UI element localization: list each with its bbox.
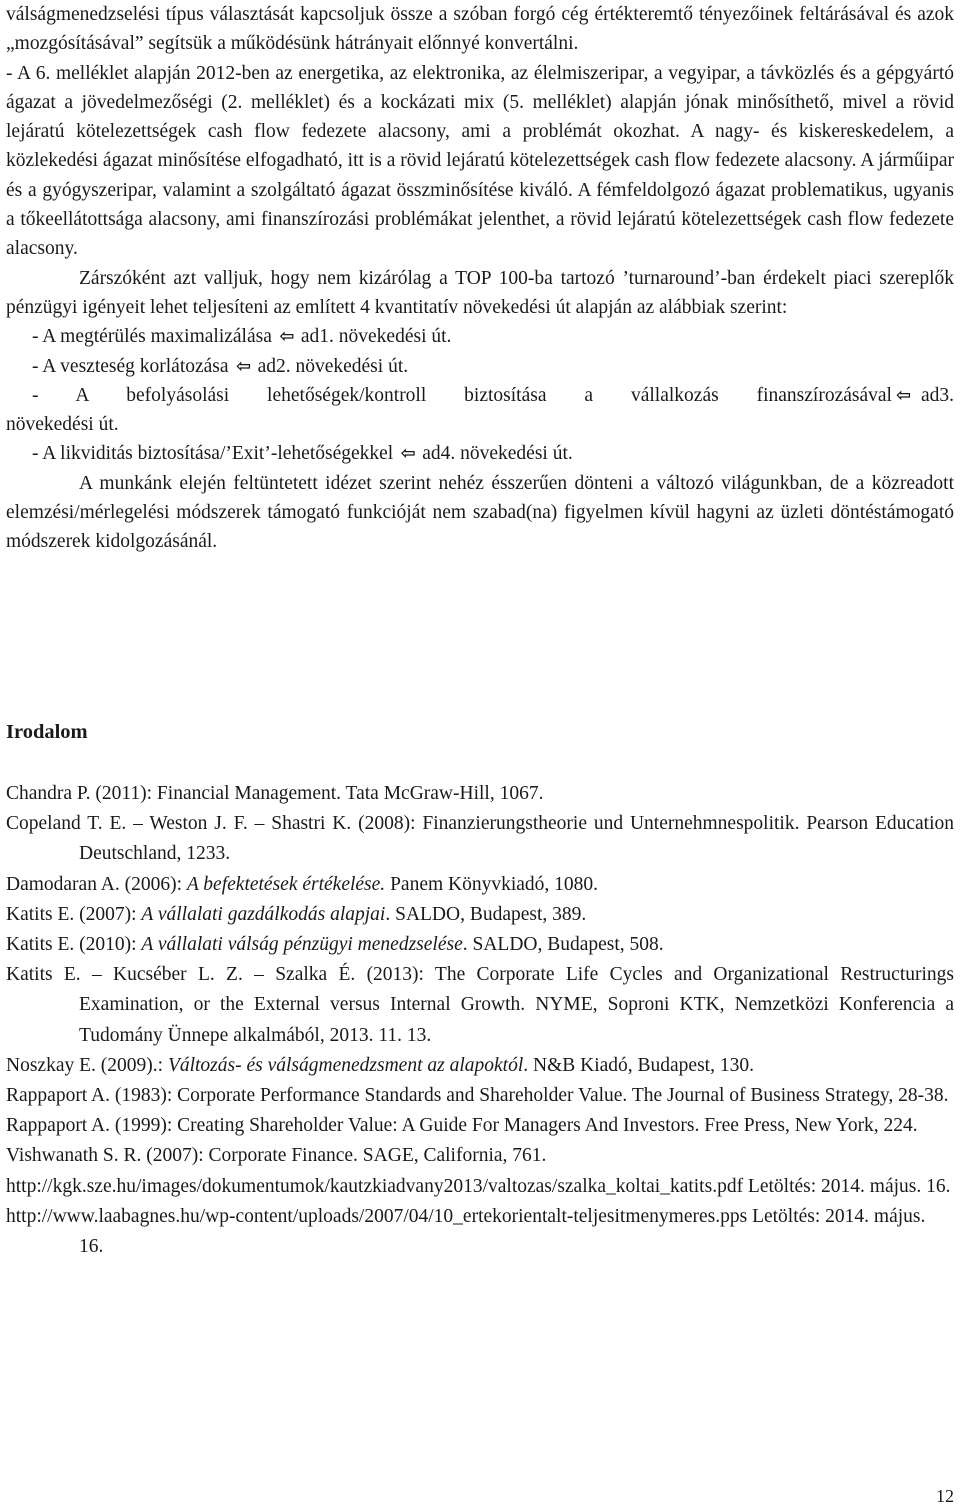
list-item-text: - A befolyásolási lehetőségek/kontroll biztosítása a vállalkozás finanszírozásával <box>32 384 892 406</box>
paragraph-conclusion: Zárszóként azt valljuk, hogy nem kizárólag a TOP 100-ba tartozó ’turnaround’-ban érdekelt piaci szereplők pénzügyi igényeit lehet teljesíteni az említett 4 kvantitatív növekedési út alapján az alábbiak szerint: <box>6 267 954 318</box>
left-arrow-icon: ⇦ <box>236 355 252 377</box>
references-heading: Irodalom <box>6 721 88 743</box>
reference-item <box>6 1141 954 1171</box>
list-item-target: ad1. növekedési út. <box>300 326 452 348</box>
reference-item <box>6 960 954 1051</box>
reference-item <box>6 900 954 930</box>
page-number: 12 <box>936 1486 954 1506</box>
reference-text: Katits E. (2010): <box>6 934 142 956</box>
reference-text: Vishwanath S. R. (2007): Corporate Finance. SAGE, California, 761. <box>6 1145 547 1167</box>
reference-text: Chandra P. (2011): Financial Management. Tata McGraw-Hill, 1067. <box>6 783 544 804</box>
reference-title: A vállalati válság pénzügyi menedzselése <box>141 934 463 956</box>
reference-item <box>6 779 954 809</box>
left-arrow-icon: ⇦ <box>400 443 416 465</box>
document-page <box>6 0 954 1258</box>
reference-item <box>6 1111 954 1141</box>
left-arrow-icon: ⇦ <box>895 384 912 406</box>
reference-text: Rappaport A. (1999): Creating Shareholder Value: A Guide For Managers And Investors. Free Press, New York, 224. <box>6 1115 918 1137</box>
list-item-text: - A megtérülés maximalizálása <box>32 326 272 348</box>
list-item-text: - A veszteség korlátozása <box>32 355 229 377</box>
paragraph-closing: A munkánk elején feltüntetett idézet szerint nehéz ésszerűen dönteni a változó világunkban, de a közreadott elemzési/mérlegelési módszerek támogató funkcióját nem szabad(na) figyelmen kívül hagyni az üzleti döntéstámogató módszerek kidolgozásánál. <box>6 472 954 553</box>
reference-text: Katits E. – Kucséber L. Z. – Szalka É. (2013): The Corporate Life Cycles and Organizational Restructurings Examination, or the External versus Internal Growth. NYME, Soproni KTK, Nemzetközi Konferencia a Tudomány Ünnepe alkalmából, 2013. 11. 13. <box>6 964 954 1046</box>
reference-publisher: Panem Könyvkiadó, 1080. <box>385 873 599 895</box>
list-item-text: - A likviditás biztosítása/’Exit’-lehetőségekkel <box>32 443 394 465</box>
reference-text: Damodaran A. (2006): <box>6 873 187 895</box>
paragraph-sector-analysis: - A 6. melléklet alapján 2012-ben az energetika, az elektronika, az élelmiszeripar, a vegyipar, a távközlés és a gépgyártó ágazat a jövedelmezőségi (2. melléklet) és a kockázati mix (5. melléklet) alapján jónak minősíthető, mivel a rövid lejáratú kötelezettségek cash flow fedezete alacsony, ami a problémát okozhat. A nagy- és kiskereskedelem, a közlekedési ágazat minősítése elfogadható, itt is a rövid lejáratú kötelezettségek cash flow fedezete alacsony. A járműipar és a gyógyszeripar, valamint a szolgáltató ágazat összminősítése kiváló. A fémfeldolgozó ágazat problematikus, ugyanis a tőkeellátottsága alacsony, ami finanszírozási problémákat jelenthet, a rövid lejáratú kötelezettségek cash flow fedezete alacsony. <box>6 62 954 260</box>
list-item-target: ad4. növekedési út. <box>422 443 573 465</box>
reference-item <box>6 870 954 900</box>
reference-item <box>6 930 954 960</box>
growth-path-list <box>6 322 954 468</box>
reference-url[interactable]: http://www.laabagnes.hu/wp-content/uploads/2007/04/10_ertekorientalt-teljesitmenymeres.pps Letöltés: 2014. május. 16. <box>6 1205 926 1258</box>
reference-publisher: . SALDO, Budapest, 508. <box>462 934 664 956</box>
reference-item <box>6 1051 954 1081</box>
reference-title: A befektetések értékelése. <box>186 873 386 895</box>
left-arrow-icon: ⇦ <box>279 326 295 348</box>
reference-text: Copeland T. E. – Weston J. F. – Shastri K. (2008): Finanzierungstheorie und Unternehmnespolitik. Pearson Education Deutschland, 1233. <box>6 813 954 865</box>
reference-item <box>6 1081 954 1111</box>
reference-publisher: . N&B Kiadó, Budapest, 130. <box>523 1054 754 1076</box>
reference-url[interactable]: http://kgk.sze.hu/images/dokumentumok/kautzkiadvany2013/valtozas/szalka_koltai_katits.pdf Letöltés: 2014. május. 16. <box>6 1175 951 1197</box>
reference-publisher: . SALDO, Budapest, 389. <box>385 903 587 925</box>
reference-link-item[interactable] <box>6 1202 954 1262</box>
reference-text: Rappaport A. (1983): Corporate Performance Standards and Shareholder Value. The Journal of Business Strategy, 28-38. <box>6 1085 949 1107</box>
reference-title: A vállalati gazdálkodás alapjai <box>141 903 386 925</box>
reference-item <box>6 809 954 869</box>
list-item-continuation: növekedési út. <box>6 414 119 436</box>
reference-text: Noszkay E. (2009).: <box>6 1054 168 1076</box>
reference-title: Változás- és válságmenedzsment az alapoktól <box>167 1054 524 1076</box>
reference-link-item[interactable] <box>6 1172 954 1202</box>
list-item <box>32 322 954 351</box>
reference-text: Katits E. (2007): <box>6 903 142 925</box>
paragraph-continued: válságmenedzselési típus választását kapcsoljuk össze a szóban forgó cég értékteremtő tényezőinek feltárásával és azok „mozgósításával” segítsük a működésünk hátrányait előnnyé konvertálni. <box>6 4 954 55</box>
list-item <box>32 352 954 381</box>
list-item <box>32 381 954 410</box>
references-list <box>6 779 954 1262</box>
list-item <box>32 439 954 468</box>
list-item-target: ad2. növekedési út. <box>257 355 409 377</box>
list-item-target: ad3. <box>920 384 954 406</box>
